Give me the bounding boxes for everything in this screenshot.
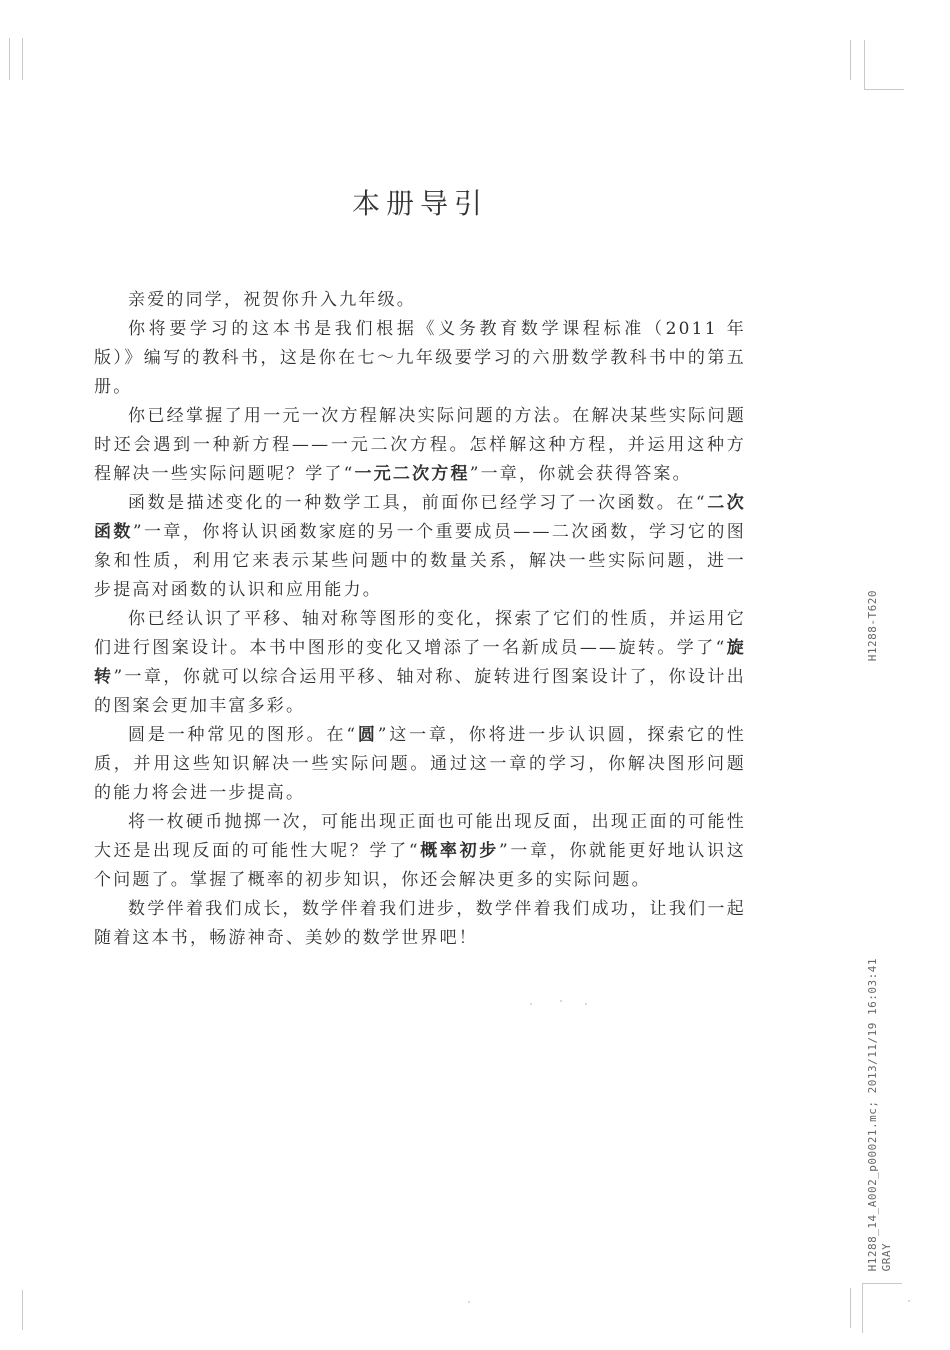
- scan-speck: [530, 1003, 532, 1005]
- paragraph: [94, 489, 746, 605]
- paragraph: [94, 605, 746, 721]
- scan-speck: [468, 1301, 470, 1303]
- paragraph: [94, 286, 746, 315]
- paragraph-text: ”一章，你就能更好地认识这个问题了。掌握了概率的初步知识，你还会解决更多的实际问题。: [94, 841, 746, 890]
- margin-code: H1288-T620: [866, 590, 879, 662]
- scan-speck: [908, 1300, 910, 1302]
- paragraph-text: 亲爱的同学，祝贺你升入九年级。: [128, 290, 416, 310]
- chapter-name: 一元二次方程: [354, 464, 470, 484]
- paragraph-text: 将一枚硬币抛掷一次，可能出现正面也可能出现反面，出现正面的可能性大还是出现反面的可能性大呢？学了“: [94, 812, 746, 861]
- crop-mark: [9, 38, 10, 80]
- margin-file-info-line: GRAY: [880, 1242, 893, 1272]
- chapter-name: 二次函数: [94, 493, 746, 542]
- crop-mark: [850, 1288, 851, 1328]
- paragraph-text: ”一章，你就会获得答案。: [469, 464, 692, 484]
- scan-speck: [585, 1003, 587, 1005]
- paragraph-text: ”一章，你将认识函数家庭的另一个重要成员——二次函数，学习它的图象和性质，利用它来表示某些问题中的数量关系，解决一些实际问题，进一步提高对函数的认识和应用能力。: [94, 522, 746, 600]
- paragraph: [94, 402, 746, 489]
- paragraph-text: 你已经掌握了用一元一次方程解决实际问题的方法。在解决某些实际问题时还会遇到一种新方程——一元二次方程。怎样解这种方程，并运用这种方程解决一些实际问题呢？学了“: [94, 406, 746, 484]
- paragraph-text: 你将要学习的这本书是我们根据《义务教育数学课程标准（2011 年版）》编写的教科书，这是你在七～九年级要学习的六册数学教科书中的第五册。: [94, 319, 746, 397]
- paragraph-text: 函数是描述变化的一种数学工具，前面你已经学习了一次函数。在“: [128, 493, 707, 513]
- paragraph-text: 圆是一种常见的图形。在“: [128, 725, 358, 745]
- margin-file-info: [866, 958, 894, 1271]
- chapter-name: 旋转: [94, 638, 746, 687]
- crop-mark: [22, 1290, 23, 1330]
- chapter-name: 圆: [357, 725, 378, 745]
- paragraph-text: ”一章，你就可以综合运用平移、轴对称、旋转进行图案设计了，你设计出的图案会更加丰富多彩。: [94, 667, 746, 716]
- paragraph-text: 数学伴着我们成长，数学伴着我们进步，数学伴着我们成功，让我们一起随着这本书，畅游神奇、美妙的数学世界吧！: [94, 899, 746, 948]
- paragraph: [94, 721, 746, 808]
- crop-mark: [22, 38, 23, 80]
- crop-mark: [862, 1283, 902, 1284]
- paragraph-text: ”这一章，你将进一步认识圆，探索它的性质，并用这些知识解决一些实际问题。通过这一章的学习，你解决图形问题的能力将会进一步提高。: [94, 725, 747, 803]
- page-title: 本册导引: [351, 187, 488, 220]
- body-text: [94, 286, 746, 953]
- paragraph: [94, 315, 746, 402]
- chapter-name: 概率初步: [419, 841, 499, 861]
- crop-mark: [864, 40, 865, 90]
- crop-mark: [850, 40, 851, 80]
- crop-mark: [864, 89, 904, 90]
- paragraph-text: 你已经认识了平移、轴对称等图形的变化，探索了它们的性质，并运用它们进行图案设计。本书中图形的变化又增添了一名新成员——旋转。学了“: [94, 609, 746, 658]
- scan-speck: [560, 1000, 562, 1002]
- paragraph: [94, 895, 746, 953]
- crop-mark: [862, 1283, 863, 1333]
- paragraph: [94, 808, 746, 895]
- margin-file-info-line: H1288_14_A002_p00021.mc; 2013/11/19 16:03:41: [866, 958, 879, 1272]
